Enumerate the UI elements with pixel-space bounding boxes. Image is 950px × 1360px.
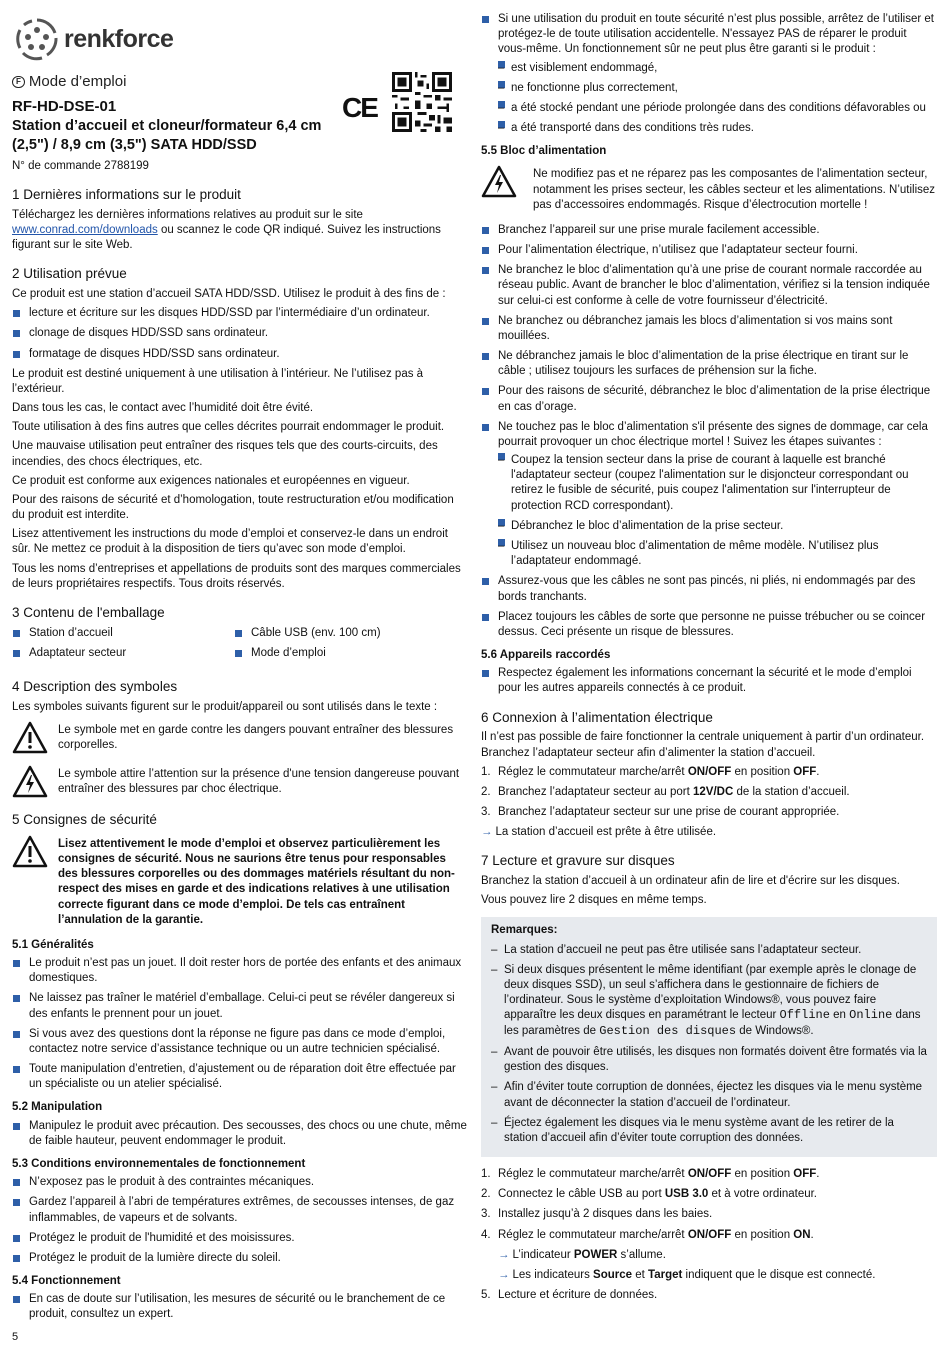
step-text: Connectez le câble USB au port xyxy=(498,1188,665,1201)
warning-triangle-icon xyxy=(12,835,48,869)
downloads-link[interactable]: www.conrad.com/downloads xyxy=(12,223,158,236)
power-steps-list xyxy=(481,765,937,821)
list-item: Mode d’emploi xyxy=(234,646,456,661)
step-item xyxy=(481,1187,937,1202)
renkforce-logo-icon xyxy=(14,16,60,62)
list-item: Pour des raisons de sécurité, débranchez le bloc d’alimentation de la prise électrique en cas d’orage. xyxy=(481,384,937,414)
list-item: Si vous avez des questions dont la réponse ne figure pas dans ce mode d’emploi, contactez notre service d’assistance technique ou un autre technicien spécialisé. xyxy=(12,1027,468,1057)
note-item xyxy=(491,963,927,1040)
step-text: . xyxy=(816,1168,820,1181)
disk-management-code: Gestion des disques xyxy=(599,1024,737,1039)
step-text: . xyxy=(810,1228,814,1241)
warning-triangle-icon xyxy=(12,721,48,755)
section-5-3-heading: 5.3 Conditions environnementales de fonctionnement xyxy=(12,1158,306,1170)
intended-use-list xyxy=(12,306,468,362)
step-bold: USB 3.0 xyxy=(664,1188,709,1201)
section-3-heading: 3 Contenu de l'emballage xyxy=(12,604,165,620)
dash-item: – Coupez la tension secteur dans la prise de courant à laquelle est branché l'adaptateur secteur (coupez l'alimentation sur le disjoncteur correspondant ou retirez le fusible de sécurité, puis coupez l'alimentation sur l'interrupteur de protection RCD correspondant). xyxy=(498,453,937,514)
note-item: – Afin d’éviter toute corruption de données, éjectez les disques via le menu système avant de déconnecter la station d’accueil de l’ordinateur. xyxy=(491,1080,927,1110)
list-item: Ne branchez ou débranchez jamais les blocs d’alimentation si vos mains sont mouillées. xyxy=(481,314,937,344)
paragraph: Ce produit est conforme aux exigences nationales et européennes en vigueur. xyxy=(12,474,410,487)
left-column xyxy=(12,0,468,1328)
step-text: Réglez le commutateur marche/arrêt xyxy=(498,1228,688,1241)
symbol-danger-row xyxy=(12,721,468,755)
list-item: En cas de doute sur l’utilisation, les mesures de sécurité ou le branchement de ce produit, consultez un expert. xyxy=(12,1292,468,1322)
note-text: en xyxy=(829,1009,850,1022)
section-5-5-heading: 5.5 Bloc d’alimentation xyxy=(481,145,607,158)
step-number: 3. xyxy=(481,1208,491,1221)
list-item: formatage de disques HDD/SSD sans ordinateur. xyxy=(12,347,468,362)
step-text: en position xyxy=(731,1168,794,1181)
step-text: Réglez le commutateur marche/arrêt xyxy=(498,1168,688,1181)
dash-list xyxy=(498,61,937,137)
list-item: Câble USB (env. 100 cm) xyxy=(234,626,456,641)
list-item-text: Si une utilisation du produit en toute sécurité n’est plus possible, arrêtez de l’utiliser et protégez-le de toute utilisation accidentelle. N'essayez PAS de réparer le produit vous-même. Un fonctionnement sûr ne peut plus être garanti si le produit : xyxy=(498,13,934,56)
paragraph: Branchez la station d’accueil à un ordinateur afin de lire et d'écrire sur les disques. xyxy=(481,875,900,888)
language-flag-icon: F xyxy=(12,76,25,88)
dash-item: – ne fonctionne plus correctement, xyxy=(498,81,937,96)
step-bold: OFF xyxy=(793,1168,817,1181)
symbol-voltage-row xyxy=(12,765,468,799)
note-text: dans les paramètres de xyxy=(504,1009,921,1038)
note-item: – Éjectez également les disques via le menu système avant de les retirer de la station d’accueil afin d’éviter toute corruption des données. xyxy=(491,1116,927,1146)
step-number: 2. xyxy=(481,1188,491,1201)
symbol-danger-text: Le symbole met en garde contre les dangers pouvant entraîner des blessures corporelles. xyxy=(58,724,454,752)
section-2-intro: Ce produit est une station d’accueil SATA HDD/SSD. Utilisez le produit à des fins de : xyxy=(12,288,446,301)
section-5-1-heading: 5.1 Généralités xyxy=(12,938,94,951)
step-bold: 12V/DC xyxy=(692,785,734,798)
list-item: clonage de disques HDD/SSD sans ordinateur. xyxy=(12,326,468,341)
step-number: 1. xyxy=(481,765,491,778)
manual-type-label: Mode d’emploi xyxy=(28,73,127,90)
step-text: Lecture et écriture de données. xyxy=(498,1289,658,1302)
dash-item: – est visiblement endommagé, xyxy=(498,61,937,76)
step-number: 1. xyxy=(481,1168,491,1181)
high-voltage-icon xyxy=(481,165,517,199)
s1-text-b: ou scannez le code QR indiqué. Suivez les instructions figurant sur le site Web. xyxy=(12,223,441,252)
paragraph: Le produit est destiné uniquement à une utilisation à l’intérieur. Ne l’utilisez pas à l’extérieur. xyxy=(12,367,424,395)
paragraph: Une mauvaise utilisation peut entraîner des risques tels que des courts-circuits, des incendies, des chocs électriques, etc. xyxy=(12,440,438,468)
environment-list xyxy=(12,1175,468,1266)
list-item: Protégez le produit de la lumière directe du soleil. xyxy=(12,1251,468,1266)
step-text: en position xyxy=(731,1228,794,1241)
step-number: 4. xyxy=(481,1228,491,1241)
section-2-heading: 2 Utilisation prévue xyxy=(12,266,127,282)
list-item: Toute manipulation d’entretien, d’ajustement ou de réparation doit être effectuée par un spécialiste ou un atelier spécialisé. xyxy=(12,1062,468,1092)
general-list xyxy=(12,956,468,1092)
qr-code-icon xyxy=(392,72,452,132)
step-bold: OFF xyxy=(793,765,817,778)
section-4-heading: 4 Description des symboles xyxy=(12,679,178,695)
section-4-intro: Les symboles suivants figurent sur le produit/appareil ou sont utilisés dans le texte : xyxy=(12,700,438,713)
arrow-right-icon: → xyxy=(481,826,493,839)
step-item xyxy=(481,765,937,780)
offline-code: Offline xyxy=(779,1008,830,1023)
connected-devices-list xyxy=(481,666,937,696)
step-bold: ON xyxy=(793,1228,811,1241)
result-bold: POWER xyxy=(573,1248,618,1261)
order-number: N° de commande 2788199 xyxy=(12,159,149,172)
step-text: de la station d’accueil. xyxy=(733,785,850,798)
paragraph: Pour des raisons de sécurité et d’homologation, toute restructuration et/ou modification du produit est interdite. xyxy=(12,493,454,522)
list-item: Ne débranchez jamais le bloc d’alimentation de la prise électrique en tirant sur le câble ; utilisez toujours les surfaces de préhension sur la fiche. xyxy=(481,349,937,379)
result-text: La station d’accueil est prête à être utilisée. xyxy=(495,826,717,839)
list-item: Placez toujours les câbles de sorte que personne ne puisse trébucher ou se coincer dessus. Ceci présente un risque de blessures. xyxy=(481,610,937,640)
note-text: Si deux disques présentent le même identifiant (par exemple après le clonage de deux disques SSD), un seul s’affichera dans le gestionnaire de fichiers de l’ordinateur. Sous le système d’exploitation Windows®, vous pouvez faire apparaître les deux disques en paramétrant le lecteur xyxy=(504,963,917,1022)
result-line xyxy=(481,1268,937,1283)
paragraph: Toute utilisation à des fins autres que celles décrites pourrait endommager le produit. xyxy=(12,421,445,434)
list-item: Manipulez le produit avec précaution. Des secousses, des chocs ou une chute, même de faible hauteur, peuvent endommager le produit. xyxy=(12,1119,468,1149)
step-item xyxy=(481,785,937,800)
result-text: indiquent que le disque est connecté. xyxy=(682,1268,876,1281)
result-line xyxy=(481,1248,937,1263)
list-item: N’exposez pas le produit à des contraintes mécaniques. xyxy=(12,1175,468,1190)
product-title: Station d’accueil et cloneur/formateur 6,4 cm (2,5") / 8,9 cm (3,5") SATA HDD/SSD xyxy=(12,117,322,154)
step-text: Installez jusqu’à 2 disques dans les baies. xyxy=(498,1208,713,1221)
note-item: – Avant de pouvoir être utilisés, les disques non formatés doivent être formatés via la gestion des disques. xyxy=(491,1045,927,1075)
note-text: de Windows®. xyxy=(736,1025,814,1038)
step-text: en position xyxy=(731,765,794,778)
result-text: et xyxy=(632,1268,649,1281)
power-warning-text: Ne modifiez pas et ne réparez pas les composantes de l’alimentation secteur, notamment les prises secteur, les câbles secteur et les alimentations. N’utilisez pas d’accessoires endommagés. Risque d’électrocution mortelle ! xyxy=(533,168,936,211)
section-1-heading: 1 Dernières informations sur le produit xyxy=(12,186,241,202)
list-item xyxy=(481,420,937,570)
dash-item: – a été transporté dans des conditions très rudes. xyxy=(498,121,937,136)
list-item: Adaptateur secteur xyxy=(12,646,234,661)
paragraph: Dans tous les cas, le contact avec l’humidité doit être évité. xyxy=(12,402,314,415)
list-item: Protégez le produit de l'humidité et des moisissures. xyxy=(12,1231,468,1246)
paragraph: Tous les noms d’entreprises et appellations de produits sont des marques commerciales de leurs propriétaires respectifs. Tous droits réservés. xyxy=(12,562,461,590)
result-text: L’indicateur xyxy=(512,1248,574,1261)
ce-mark-icon: CE xyxy=(342,92,377,123)
step-bold: ON/OFF xyxy=(687,1228,732,1241)
list-item: Gardez l’appareil à l’abri de températures extrêmes, de secousses intenses, de gaz inflammables, de vapeurs et de solvants. xyxy=(12,1195,468,1225)
list-item: lecture et écriture sur les disques HDD/SSD par l’intermédiaire d’un ordinateur. xyxy=(12,306,468,321)
list-item xyxy=(481,12,937,136)
step-text: . xyxy=(816,765,820,778)
safety-warning-row xyxy=(12,835,468,928)
power-supply-list xyxy=(481,223,937,640)
dash-item: – Utilisez un nouveau bloc d’alimentation de même modèle. N’utilisez plus l’adaptateur endommagé. xyxy=(498,539,937,569)
note-item: – La station d’accueil ne peut pas être utilisée sans l’adaptateur secteur. xyxy=(491,943,927,958)
section-6-intro: Il n’est pas possible de faire fonctionner la centrale uniquement à partir d’un ordinateur. Branchez l’adaptateur secteur afin d’alimenter la station d’accueil. xyxy=(481,731,925,759)
high-voltage-icon xyxy=(12,765,48,799)
arrow-right-icon: → xyxy=(498,1248,510,1261)
page-number: 5 xyxy=(12,1331,19,1343)
section-5-heading: 5 Consignes de sécurité xyxy=(12,812,157,828)
dash-item: – a été stocké pendant une période prolongée dans des conditions défavorables ou xyxy=(498,101,937,116)
step-item xyxy=(481,1228,937,1243)
handling-list xyxy=(12,1119,468,1149)
right-column xyxy=(481,12,937,1308)
result-bold: Source xyxy=(593,1268,633,1281)
list-item: Pour l’alimentation électrique, n’utilisez que l’adaptateur secteur fourni. xyxy=(481,243,937,258)
step-text: et à votre ordinateur. xyxy=(708,1188,818,1201)
step-item xyxy=(481,1207,937,1222)
step-number: 5. xyxy=(481,1289,491,1302)
list-item: Station d’accueil xyxy=(12,626,234,641)
arrow-right-icon: → xyxy=(498,1268,510,1281)
result-line xyxy=(481,825,937,840)
step-text: Réglez le commutateur marche/arrêt xyxy=(498,765,688,778)
step-number: 3. xyxy=(481,806,491,819)
brand-logo xyxy=(12,10,468,68)
section-5-4-heading: 5.4 Fonctionnement xyxy=(12,1275,121,1288)
list-item: Ne branchez le bloc d’alimentation qu’à une prise de courant normale raccordée au réseau public. Avant de brancher le bloc d’alimentation, vérifiez si la tension indiquée sur celui-ci est conforme à celle de votre fournisseur d’électricité. xyxy=(481,263,937,309)
step-item xyxy=(481,805,937,820)
step-bold: ON/OFF xyxy=(687,1168,732,1181)
result-bold: Target xyxy=(648,1268,683,1281)
result-text: s’allume. xyxy=(617,1248,666,1261)
safety-warning-text: Lisez attentivement le mode d’emploi et observez particulièrement les consignes de sécurité. Nous ne saurions être tenus pour responsables des blessures corporelles ou des dommages matériels résultant du non-respect des mises en garde et des indications relatives à une utilisation correcte figurant dans ce mode d’emploi. De tels cas entraînent l’annulation de la garantie. xyxy=(58,837,455,926)
section-5-6-heading: 5.6 Appareils raccordés xyxy=(481,649,611,662)
step-item xyxy=(481,1288,937,1303)
section-6-heading: 6 Connexion à l’alimentation électrique xyxy=(481,709,713,725)
online-code: Online xyxy=(849,1008,893,1023)
step-text: Branchez l’adaptateur secteur au port xyxy=(498,785,693,798)
notes-box xyxy=(481,917,937,1158)
list-item: Assurez-vous que les câbles ne sont pas pincés, ni pliés, ni endommagés par des bords tranchants. xyxy=(481,574,937,604)
list-item: Branchez l’appareil sur une prise murale facilement accessible. xyxy=(481,223,937,238)
step-text: Branchez l’adaptateur secteur sur une prise de courant appropriée. xyxy=(498,806,840,819)
list-item: Ne laissez pas traîner le matériel d’emballage. Celui-ci peut se révéler dangereux si des enfants le prennent pour un jouet. xyxy=(12,991,468,1021)
package-contents-list xyxy=(12,626,468,666)
result-text: Les indicateurs xyxy=(512,1268,594,1281)
section-5-2-heading: 5.2 Manipulation xyxy=(12,1101,103,1114)
step-item xyxy=(481,1167,937,1182)
dash-list xyxy=(498,453,937,569)
operation-list-continued xyxy=(481,12,937,136)
paragraph: Vous pouvez lire 2 disques en même temps. xyxy=(481,894,707,907)
model-number: RF-HD-DSE-01 xyxy=(12,97,117,115)
brand-name: renkforce xyxy=(64,24,174,53)
list-item-text: Ne touchez pas le bloc d’alimentation s'il présente des signes de dommage, car cela pourrait provoquer un choc électrique mortel ! Suivez les étapes suivantes : xyxy=(498,420,928,448)
section-7-heading: 7 Lecture et gravure sur disques xyxy=(481,853,675,869)
read-write-steps-list xyxy=(481,1167,937,1243)
operation-list xyxy=(12,1292,468,1322)
step-bold: ON/OFF xyxy=(687,765,732,778)
notes-list xyxy=(491,943,927,1146)
symbol-voltage-text: Le symbole attire l’attention sur la présence d'une tension dangereuse pouvant entraîner des blessures par choc électrique. xyxy=(58,768,460,796)
section-1-text xyxy=(12,208,468,254)
read-write-steps-list-end xyxy=(481,1288,937,1303)
list-item: Le produit n’est pas un jouet. Il doit rester hors de portée des enfants et des animaux domestiques. xyxy=(12,956,468,986)
dash-item: – Débranchez le bloc d’alimentation de la prise secteur. xyxy=(498,519,937,534)
list-item: Respectez également les informations concernant la sécurité et le mode d’emploi pour les autres appareils connectés à ce produit. xyxy=(481,666,937,696)
power-warning-row xyxy=(481,165,937,213)
notes-title: Remarques: xyxy=(491,923,558,936)
s1-text-a: Téléchargez les dernières informations relatives au produit sur le site xyxy=(12,208,363,221)
paragraph: Lisez attentivement les instructions du mode d’emploi et conservez-le dans un endroit sûr. Ne mettez ce produit à la disposition de tiers qu’avec son mode d’emploi. xyxy=(12,528,448,556)
product-header xyxy=(12,72,468,174)
step-number: 2. xyxy=(481,785,491,798)
